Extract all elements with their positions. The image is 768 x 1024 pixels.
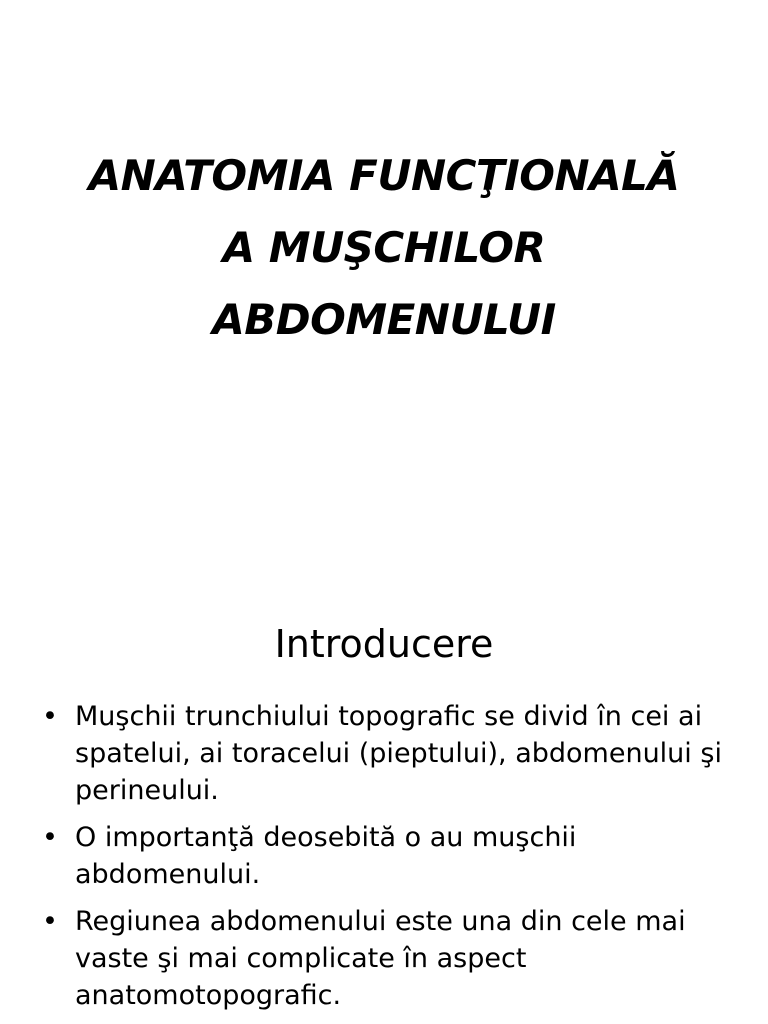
- bullet-item: [40, 698, 748, 809]
- bullet-icon: •: [42, 906, 58, 937]
- bullet-item: [40, 819, 748, 893]
- bullet-item: [40, 903, 748, 1014]
- title-line: A MUŞCHILOR: [222, 223, 546, 272]
- introduction-slide: [0, 576, 768, 1024]
- bullet-text: Muşchii trunchiului topografic se divid în cei ai spatelui, ai toracelui (pieptului), abdomenului şi perineului.: [75, 701, 722, 806]
- bullet-list: [40, 698, 748, 1024]
- bullet-icon: •: [42, 701, 58, 732]
- title-line: ANATOMIA FUNCŢIONALĂ: [88, 151, 680, 200]
- bullet-text: O importanţă deosebită o au muşchii abdomenului.: [75, 822, 577, 890]
- title-line: ABDOMENULUI: [212, 295, 556, 344]
- slide-title: [0, 140, 768, 356]
- bullet-icon: •: [42, 822, 58, 853]
- section-heading: Introducere: [274, 622, 494, 666]
- bullet-text: Regiunea abdomenului este una din cele mai vaste şi mai complicate în aspect anatomotopografic.: [75, 906, 686, 1011]
